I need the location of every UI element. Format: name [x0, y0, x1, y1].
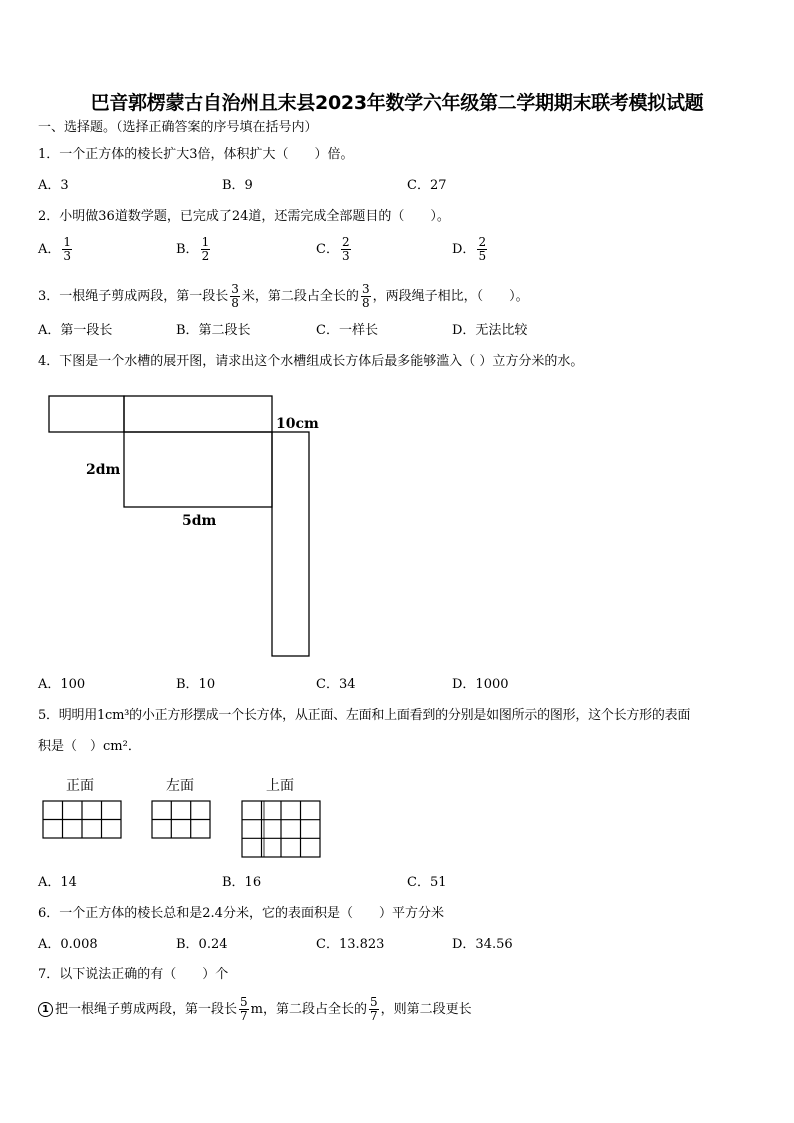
q6-option-b[interactable]: B．0.24 — [176, 937, 228, 952]
fraction: $\frac{3}{8}$ — [361, 282, 370, 310]
fraction: $\frac{2}{3}$ — [341, 235, 350, 263]
fraction: $\frac{2}{5}$ — [478, 235, 487, 263]
circled-number-icon: 1 — [38, 1002, 53, 1017]
question-6-stem: 6．一个正方体的棱长总和是2.4分米，它的表面积是（ ）平方分米 — [38, 906, 444, 921]
question-4-stem: 4．下图是一个水槽的展开图，请求出这个水槽组成长方体后最多能够滥入（ ）立方分米的水。 — [38, 354, 584, 369]
option-label: C． — [316, 242, 339, 257]
option-label: D． — [452, 242, 476, 257]
fraction: $\frac{5}{7}$ — [240, 995, 248, 1023]
q1-option-a[interactable]: A．3 — [38, 178, 69, 193]
q2-option-d[interactable] — [452, 236, 489, 263]
three-views-diagram — [0, 770, 794, 862]
q3-option-c[interactable]: C．一样长 — [316, 323, 378, 338]
q1-option-b[interactable]: B．9 — [222, 178, 253, 193]
q3-option-a[interactable]: A．第一段长 — [38, 323, 113, 338]
q7-text-b: m，第二段占全长的 — [250, 1002, 367, 1017]
q7-text-c: ，则第二段更长 — [380, 1002, 472, 1017]
view-label-front: 正面 — [66, 778, 94, 794]
option-label: A． — [38, 242, 61, 257]
fraction: $\frac{5}{7}$ — [369, 995, 378, 1023]
q3-text-c: ，两段绳子相比，（ ）。 — [372, 289, 529, 304]
section-heading: 一、选择题。（选择正确答案的序号填在括号内） — [38, 120, 318, 135]
q5-option-c[interactable]: C．51 — [407, 875, 447, 890]
option-label: B． — [176, 242, 199, 257]
question-7-stem: 7．以下说法正确的有（ ）个 — [38, 967, 229, 982]
question-7-statement-1 — [38, 996, 472, 1023]
label-2dm: 2dm — [86, 462, 121, 478]
fraction: $\frac{1}{3}$ — [63, 235, 72, 263]
q2-option-c[interactable] — [316, 236, 353, 263]
fraction: $\frac{3}{8}$ — [231, 282, 239, 310]
q3-text-a: 3．一根绳子剪成两段，第一段长 — [38, 289, 229, 304]
q6-option-c[interactable]: C．13.823 — [316, 937, 385, 952]
question-1-stem: 1．一个正方体的棱长扩大3倍，体积扩大（ ）倍。 — [38, 147, 354, 162]
q3-text-b: 米，第二段占全长的 — [241, 289, 359, 304]
top-view-grid — [242, 801, 320, 857]
view-label-left: 左面 — [166, 778, 194, 794]
q5-option-a[interactable]: A．14 — [38, 875, 77, 890]
q4-option-c[interactable]: C．34 — [316, 677, 356, 692]
water-tank-net-diagram — [0, 380, 794, 670]
view-label-top: 上面 — [266, 778, 294, 794]
net-left-flap — [49, 396, 124, 432]
front-view-grid — [43, 801, 121, 838]
q3-option-b[interactable]: B．第二段长 — [176, 323, 251, 338]
question-5-stem-line2: 积是（ ）cm²． — [38, 739, 141, 754]
q3-option-d[interactable]: D．无法比较 — [452, 323, 528, 338]
q1-option-c[interactable]: C．27 — [407, 178, 447, 193]
net-right-strip — [272, 432, 309, 656]
question-5-stem-line1: 5．明明用1cm³的小正方形摆成一个长方体，从正面、左面和上面看到的分别是如图所示的图形，这个长方形的表面 — [38, 708, 691, 723]
label-10cm: 10cm — [276, 416, 319, 432]
q4-option-b[interactable]: B．10 — [176, 677, 216, 692]
q6-option-a[interactable]: A．0.008 — [38, 937, 98, 952]
left-view-grid — [152, 801, 210, 838]
question-3-stem — [38, 283, 529, 310]
net-base — [124, 432, 272, 507]
net-top-flap — [124, 396, 272, 432]
q2-option-b[interactable] — [176, 236, 212, 263]
q5-option-b[interactable]: B．16 — [222, 875, 262, 890]
page-title: 巴音郭楞蒙古自治州且末县2023年数学六年级第二学期期末联考模拟试题 — [90, 92, 704, 114]
q6-option-d[interactable]: D．34.56 — [452, 937, 513, 952]
q4-option-a[interactable]: A．100 — [38, 677, 86, 692]
fraction: $\frac{1}{2}$ — [201, 235, 210, 263]
q2-option-a[interactable] — [38, 236, 74, 263]
q4-option-d[interactable]: D．1000 — [452, 677, 509, 692]
label-5dm: 5dm — [182, 513, 217, 529]
q7-text-a: 把一根绳子剪成两段，第一段长 — [55, 1002, 238, 1017]
question-2-stem: 2．小明做36道数学题，已完成了24道，还需完成全部题目的（ ）。 — [38, 209, 450, 224]
